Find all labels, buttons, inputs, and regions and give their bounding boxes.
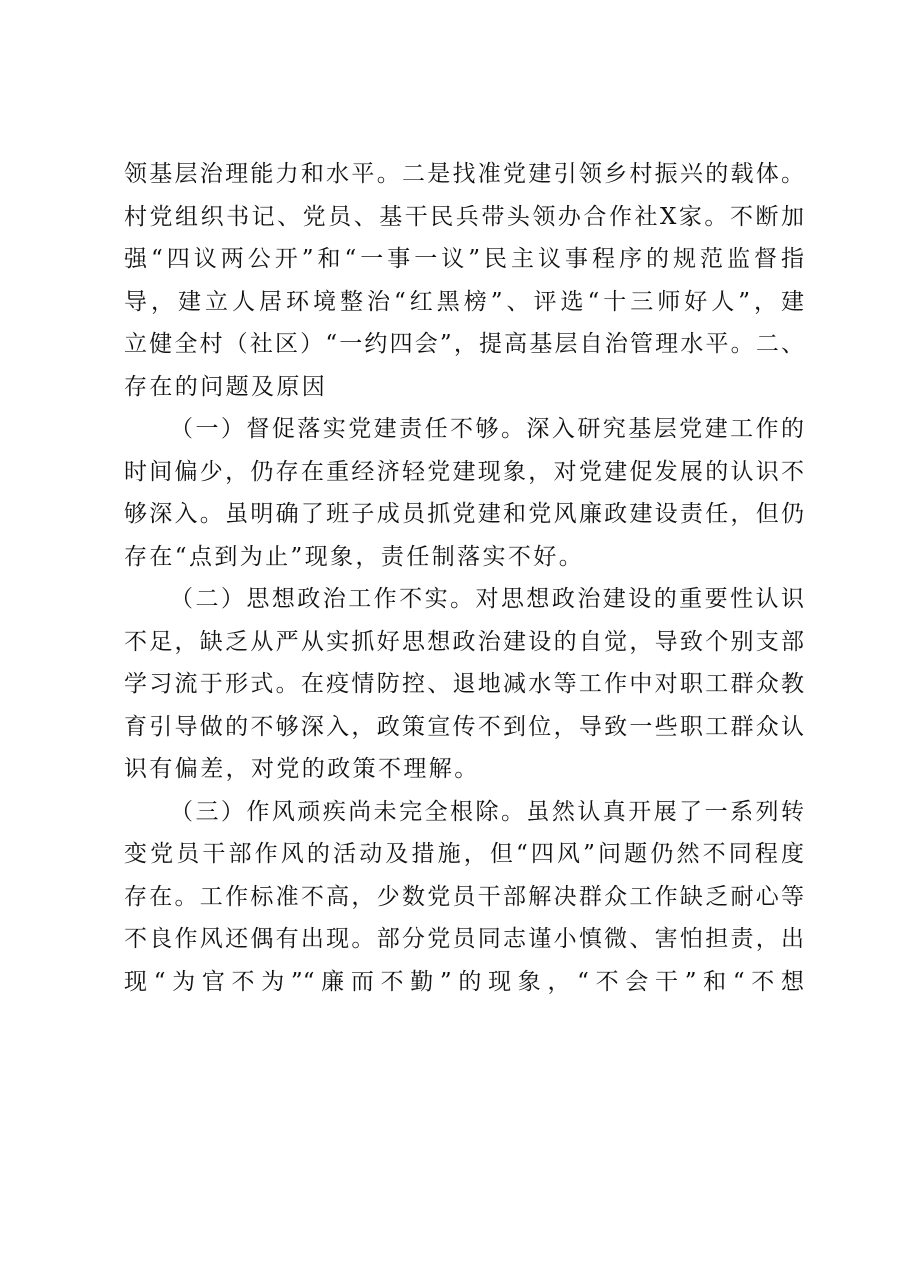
paragraph-first-line: （三）作风顽疾尚未完全根除。虽然认真开展了一系列转 — [170, 798, 804, 825]
text-line: 领基层治理能力和水平。二是找准党建引领乡村振兴的载体。 — [124, 161, 804, 187]
section-heading: 存在的问题及原因 — [124, 373, 328, 400]
paragraph-first-line: （二）思想政治工作不实。对思想政治建设的重要性认识 — [170, 586, 804, 612]
text-line: 强“四议两公开”和“一事一议”民主议事程序的规范监督指 — [124, 246, 804, 272]
text-line: 够深入。虽明确了班子成员抓党建和党风廉政建设责任，但仍 — [124, 501, 804, 527]
text-line: 存在。工作标准不高，少数党员干部解决群众工作缺乏耐心等 — [124, 883, 804, 910]
text-line: 识有偏差，对党的政策不理解。 — [124, 756, 480, 782]
text-line: 不足，缺乏从严从实抓好思想政治建设的自觉，导致个别支部 — [124, 628, 804, 655]
text-line: 存在“点到为止”现象，责任制落实不好。 — [124, 543, 585, 570]
text-line: 变党员干部作风的活动及措施，但“四风”问题仍然不同程度 — [124, 841, 804, 867]
text-line: 时间偏少，仍存在重经济轻党建现象，对党建促发展的认识不 — [124, 458, 804, 485]
text-line: 立健全村（社区）“一约四会”，提高基层自治管理水平。二、 — [124, 331, 804, 357]
text-line: 现“为官不为”“廉而不勤”的现象，“不会干”和“不想 — [124, 968, 804, 995]
paragraph-first-line: （一）督促落实党建责任不够。深入研究基层党建工作的 — [170, 416, 804, 442]
text-line: 村党组织书记、党员、基干民兵带头领办合作社X家。不断加 — [124, 203, 804, 230]
text-line: 不良作风还偶有出现。部分党员同志谨小慎微、害怕担责，出 — [124, 926, 804, 952]
text-line: 导，建立人居环境整治“红黑榜”、评选“十三师好人”，建 — [124, 288, 804, 315]
text-line: 学习流于形式。在疫情防控、退地减水等工作中对职工群众教 — [124, 671, 804, 697]
document-body — [124, 153, 804, 1003]
text-line: 育引导做的不够深入，政策宣传不到位，导致一些职工群众认 — [124, 713, 804, 740]
